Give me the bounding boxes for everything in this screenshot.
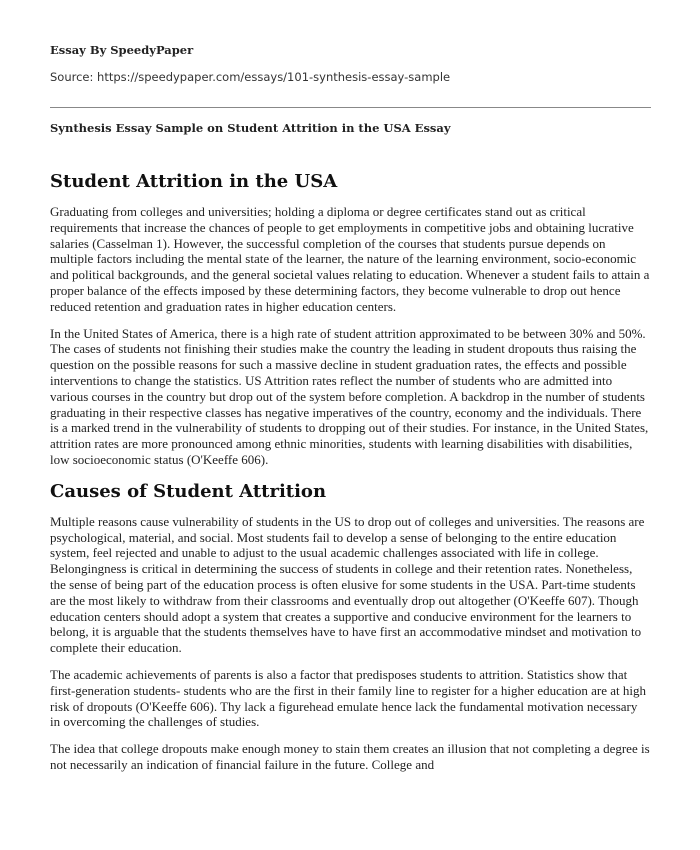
section-heading: Causes of Student Attrition <box>50 480 327 502</box>
paragraph: In the United States of America, there is a high rate of student attrition approximated to be between 30% and 50%. The cases of students not finishing their studies make the country the leading in student dropouts thus raising the question on the possible reasons for such a massive decline in student graduation rates, the effects and possible interventions to change the statistics. US Attrition rates reflect the number of students who are admitted into various courses in the country but drop out of the system before completion. A backdrop in the number of students graduating in their respective classes has negative imperatives of the country, economy and the individuals. There is a marked trend in the vulnerability of students to dropping out of their studies. For instance, in the United States, attrition rates are more pronounced among ethnic minorities, students with learning disabilities with disabilities, low socioeconomic status (O'Keeffe 606). <box>50 325 649 467</box>
essay-by-label: Essay By SpeedyPaper <box>50 43 194 57</box>
essay-title: Student Attrition in the USA <box>50 171 338 192</box>
essay-body <box>50 170 650 773</box>
paragraph: The idea that college dropouts make enough money to stain them creates an illusion that not completing a degree is not necessarily an indication of financial failure in the future. College and <box>50 741 650 772</box>
essay-subtitle: Synthesis Essay Sample on Student Attrition in the USA Essay <box>50 121 451 135</box>
paragraph: Multiple reasons cause vulnerability of students in the US to drop out of colleges and universities. The reasons are psychological, material, and social. Most students fail to develop a sense of belonging to the entire education system, feel rejected and unable to adjust to the usual academic challenges associated with life in college. Belongingness is critical in determining the success of students in college and their retention rates. Nonetheless, the sense of being part of the education process is often elusive for some students in the USA. Part-time students are the most likely to withdraw from their classrooms and eventually drop out altogether (O'Keeffe 607). Though education centers should adopt a system that creates a supportive and conducive environment for the learners to belong, it is arguable that the students themselves have to have first an accommodative mindset and motivation to complete their education. <box>50 513 645 656</box>
source-link[interactable]: Source: https://speedypaper.com/essays/101-synthesis-essay-sample <box>50 70 451 84</box>
paragraph: Graduating from colleges and universities; holding a diploma or degree certificates stand out as critical requirements that increase the chances of people to get employments in competitive jobs and obtaining lucrative salaries (Casselman 1). However, the successful completion of the courses that students pursue depends on multiple factors including the mental state of the learner, the nature of the learning environment, socio-economic and political backgrounds, and the general societal values relating to education. Whenever a student fails to attain a proper balance of the effects imposed by these determining factors, they become vulnerable to drop out hence reduced retention and graduation rates in higher education centers. <box>50 204 650 314</box>
header-divider <box>50 107 651 108</box>
paragraph: The academic achievements of parents is also a factor that predisposes students to attrition. Statistics show that first-generation students- students who are the first in their family line to register for a higher education are at high risk of dropouts (O'Keeffe 606). Thy lack a figurehead emulate hence lack the fundamental motivation necessary in overcoming the challenges of studies. <box>50 666 647 730</box>
